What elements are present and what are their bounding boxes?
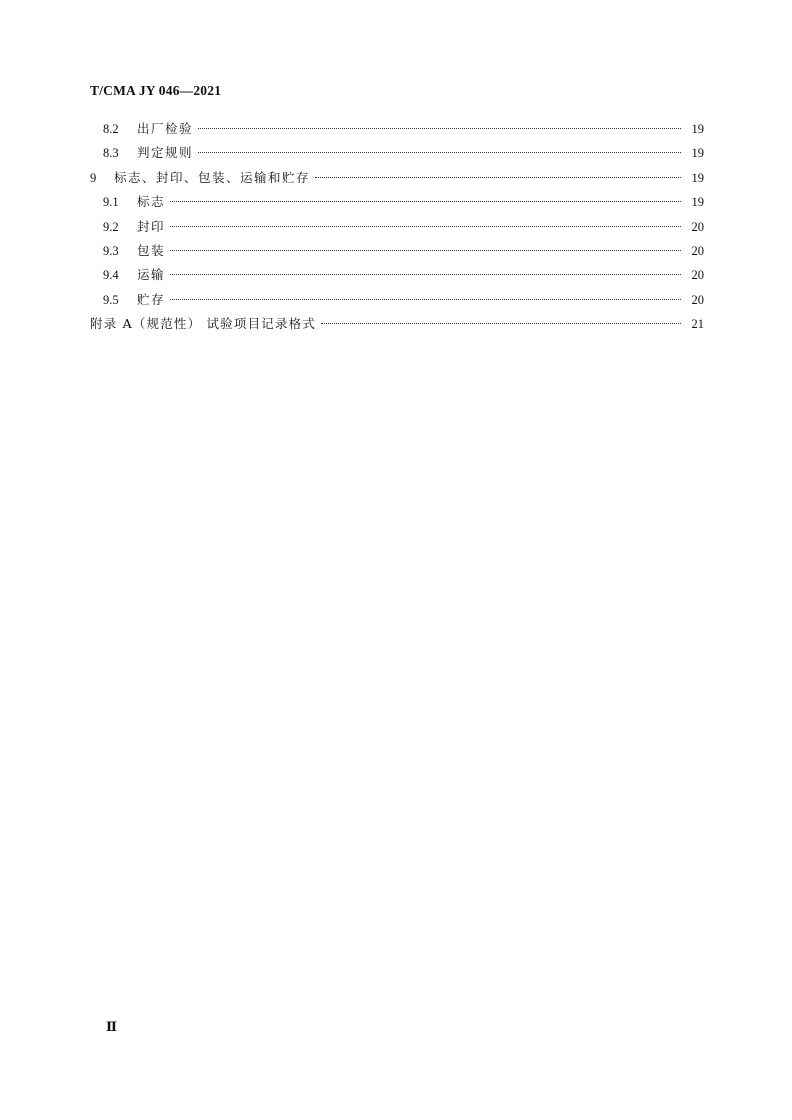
dot-leader: [198, 152, 681, 153]
toc-entry-number: 9.3: [103, 243, 119, 258]
toc-entry-number: 9.5: [103, 292, 119, 307]
table-of-contents: [90, 117, 704, 337]
toc-entry-page: 19: [691, 122, 704, 136]
toc-entry-9-5[interactable]: [90, 288, 704, 312]
toc-entry-8-3[interactable]: [90, 141, 704, 165]
toc-entry-page: 20: [691, 268, 704, 283]
toc-entry-page: 20: [691, 292, 704, 307]
toc-entry-9-2[interactable]: [90, 215, 704, 239]
toc-entry-9-4[interactable]: [90, 263, 704, 287]
toc-entry-number: 9.1: [103, 195, 119, 210]
toc-entry-9[interactable]: [90, 166, 704, 190]
toc-entry-title: 标志、封印、包装、运输和贮存: [114, 169, 311, 185]
toc-entry-page: 20: [691, 219, 704, 234]
toc-entry-number: 8.3: [103, 146, 119, 161]
toc-entry-page: 20: [691, 243, 704, 258]
dot-leader: [170, 250, 681, 251]
toc-entry-number: 8.2: [103, 122, 119, 136]
toc-entry-number: 9: [90, 170, 97, 185]
toc-entry-title: 附录 A（规范性） 试验项目记录格式: [90, 316, 317, 332]
toc-entry-number: 9.4: [103, 268, 119, 283]
toc-entry-title: 包装: [137, 242, 166, 258]
dot-leader: [198, 128, 681, 129]
toc-entry-page: 19: [691, 146, 704, 161]
dot-leader: [170, 299, 681, 300]
toc-entry-title: 标志: [137, 194, 166, 210]
dot-leader: [321, 323, 681, 324]
toc-entry-page: 21: [691, 317, 704, 332]
dot-leader: [170, 226, 681, 227]
toc-entry-page: 19: [691, 195, 704, 210]
toc-entry-8-2[interactable]: [90, 117, 704, 141]
toc-entry-title: 贮存: [137, 291, 166, 307]
toc-entry-9-1[interactable]: [90, 190, 704, 214]
toc-entry-title: 判定规则: [137, 145, 194, 161]
toc-entry-title: 运输: [137, 267, 166, 283]
toc-entry-9-3[interactable]: [90, 239, 704, 263]
dot-leader: [170, 274, 681, 275]
toc-entry-title: 封印: [137, 218, 166, 234]
document-code: T/CMA JY 046—2021: [90, 83, 222, 98]
dot-leader: [315, 177, 681, 178]
toc-entry-appendix-a[interactable]: [90, 312, 704, 336]
dot-leader: [170, 201, 681, 202]
page-number: Ⅱ: [106, 1019, 117, 1034]
toc-entry-page: 19: [691, 170, 704, 185]
toc-entry-title: 出厂检验: [137, 121, 194, 136]
toc-entry-number: 9.2: [103, 219, 119, 234]
